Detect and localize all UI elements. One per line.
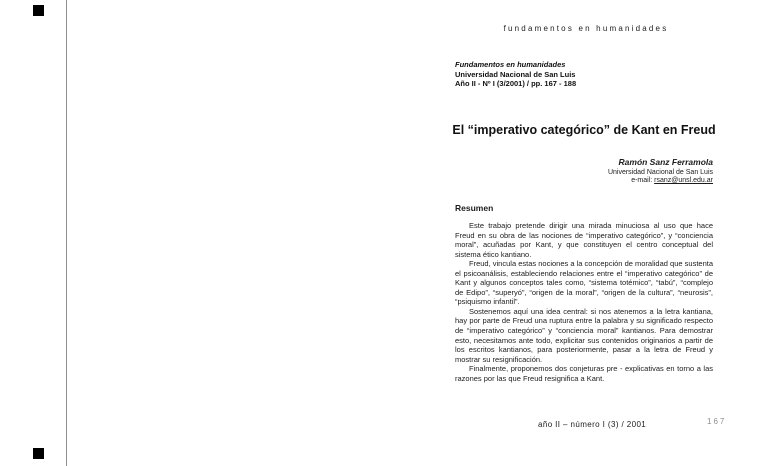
journal-info-block [455,60,576,89]
abstract-paragraph: Este trabajo pretende dirigir una mirada minuciosa al uso que hace Freud en su obra de las nociones de “imperativo categórico”, y “conciencia moral”, acuñadas por Kant, y que constituyen el centro conceptual del sistema ético kantiano. [455,221,713,259]
footer-issue-line: año II – número I (3) / 2001 [538,420,647,429]
page-number: 167 [707,417,727,426]
journal-issue-pages: Año II - Nº I (3/2001) / pp. 167 - 188 [455,79,577,89]
scan-registration-mark-top [33,5,44,16]
author-block [455,157,713,184]
abstract-paragraph: Freud, vincula estas nociones a la concepción de moralidad que sustenta el psicoanálisis, estableciendo relaciones entre el “imperativo categórico” de Kant y algunos conceptos tales como, “sistema totémico”, “tabú”, “complejo de Edipo”, “superyó”, “origen de la moral”, “origen de la cultura”, “neurosis”, “psiquismo infantil”. [455,259,713,307]
scan-registration-mark-bottom [33,448,44,459]
author-affiliation: Universidad Nacional de San Luis [607,169,713,176]
abstract-heading: Resumen [455,203,494,213]
journal-institution: Universidad Nacional de San Luis [455,69,576,79]
abstract-paragraph: Finalmente, proponemos dos conjeturas pre - explicativas en torno a las razones por las que Freud resignifica a Kant. [455,364,713,383]
article-title: El “imperativo categórico” de Kant en Freud [452,123,716,137]
page-fold-rule [66,0,67,466]
running-header: fundamentos en humanidades [503,24,669,33]
email-label: e-mail: [631,177,655,184]
journal-name: Fundamentos en humanidades [455,60,566,69]
author-name: Ramón Sanz Ferramola [618,157,713,167]
author-email-line [455,177,713,184]
abstract-paragraph: Sostenemos aquí una idea central: si nos atenemos a la letra kantiana, hay por parte de Freud una ruptura entre la palabra y su significado respecto de “imperativo categórico” y “conciencia moral” kantianos. Para demostrar esto, necesitamos ante todo, explicitar sus contenidos originarios a partir de los escritos kantianos, para posteriormente, pasar a la letra de Freud y mostrar su resignificación. [455,306,713,364]
email-link[interactable]: rsanz@unsl.edu.ar [654,177,713,184]
abstract-body [455,221,713,383]
